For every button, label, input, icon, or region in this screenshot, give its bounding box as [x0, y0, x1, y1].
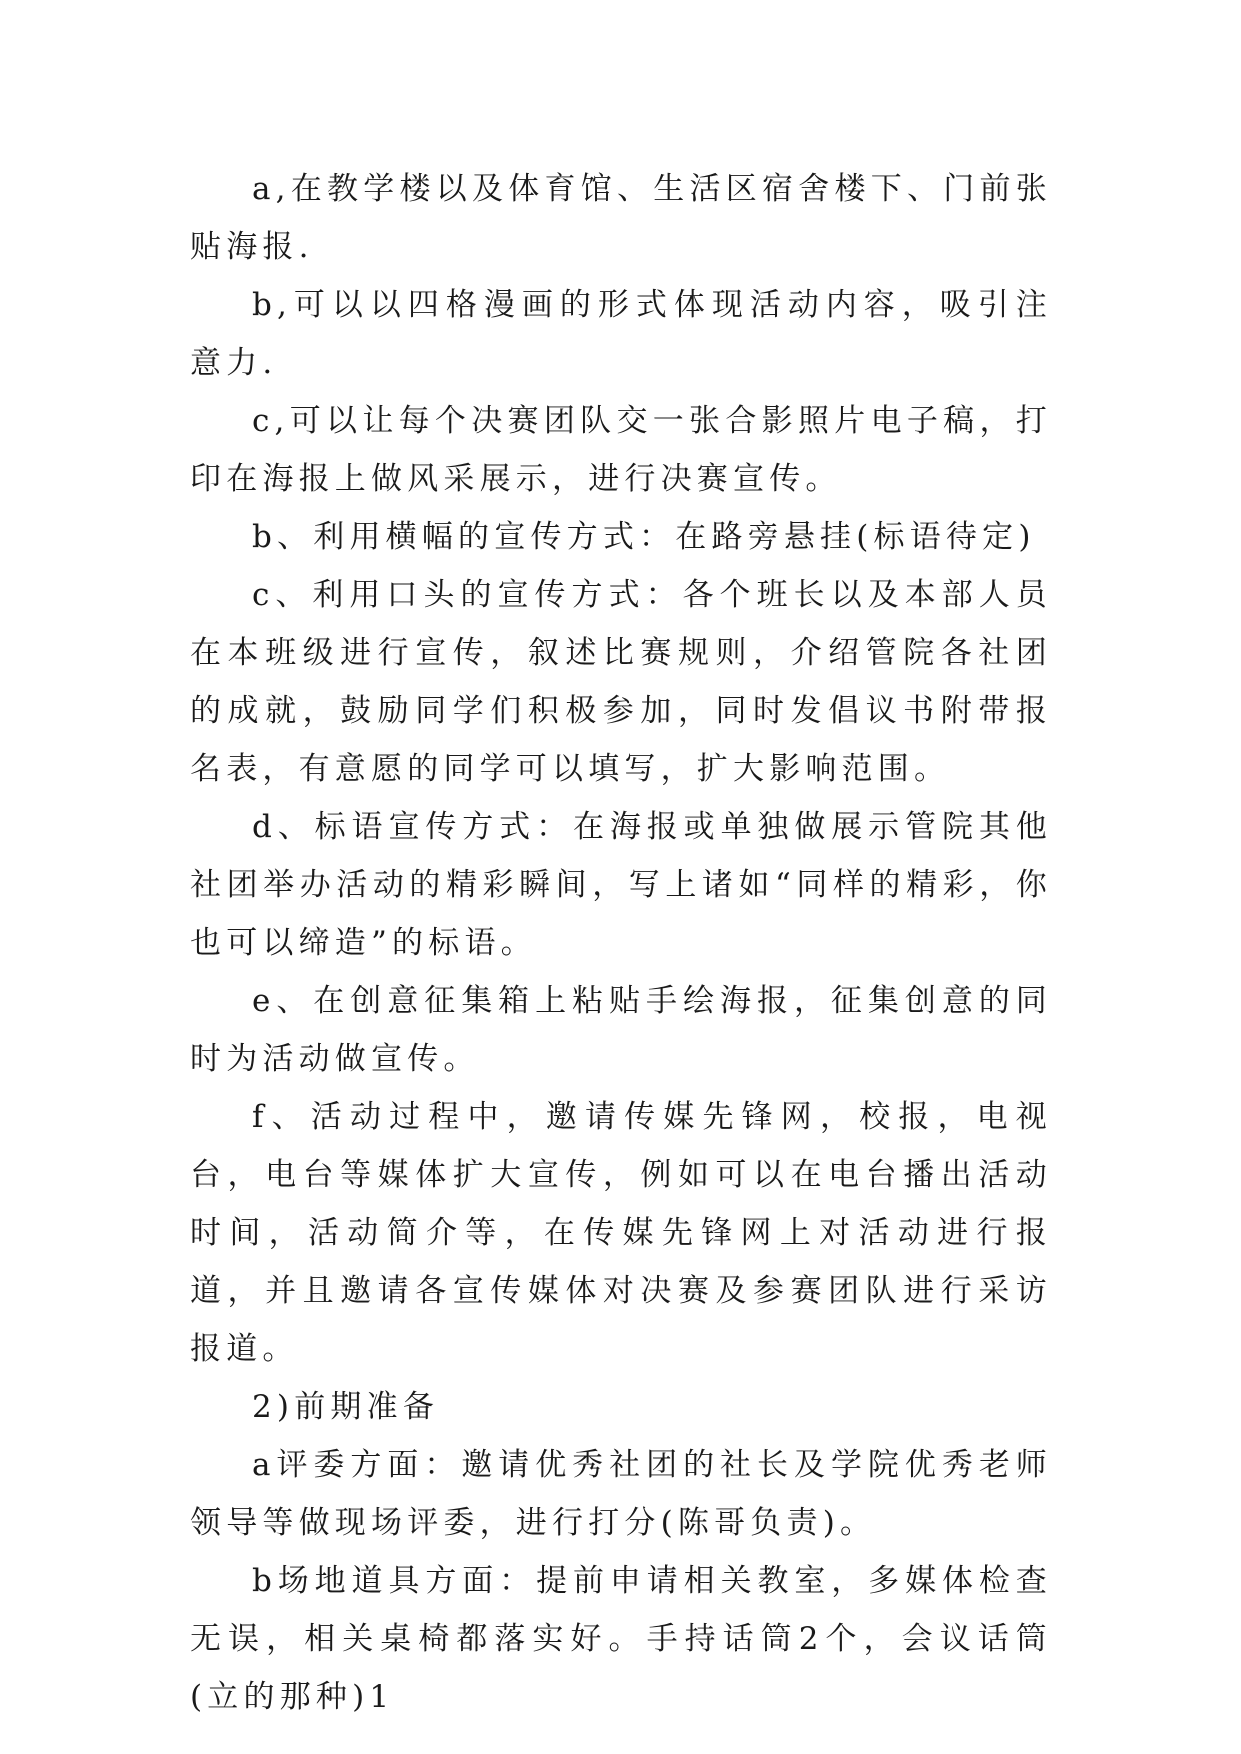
paragraph-comic-format: b,可以以四格漫画的形式体现活动内容，吸引注意力.	[190, 287, 1052, 381]
paragraph-banner-publicity: b、利用横幅的宣传方式：在路旁悬挂(标语待定)	[252, 519, 1036, 555]
paragraph-media-publicity: f、活动过程中，邀请传媒先锋网，校报，电视台，电台等媒体扩大宣传，例如可以在电台播出活动时间，活动简介等，在传媒先锋网上对活动进行报道，并且邀请各宣传媒体对决赛及参赛团队进行采访报道。	[190, 1099, 1052, 1367]
paragraph-slogan-publicity: d、标语宣传方式：在海报或单独做展示管院其他社团举办活动的精彩瞬间，写上诸如“同样的精彩，你也可以缔造”的标语。	[190, 809, 1052, 961]
document-page	[190, 160, 1052, 1726]
paragraph-team-photo: c,可以让每个决赛团队交一张合影照片电子稿，打印在海报上做风采展示，进行决赛宣传。	[190, 403, 1052, 497]
section-heading-preparation: 2)前期准备	[252, 1389, 440, 1425]
paragraph-idea-box: e、在创意征集箱上粘贴手绘海报，征集创意的同时为活动做宣传。	[190, 983, 1052, 1077]
paragraph-judges: a评委方面：邀请优秀社团的社长及学院优秀老师领导等做现场评委，进行打分(陈哥负责)。	[190, 1447, 1052, 1541]
paragraph-poster-locations: a,在教学楼以及体育馆、生活区宿舍楼下、门前张贴海报.	[190, 171, 1052, 265]
paragraph-oral-publicity: c、利用口头的宣传方式：各个班长以及本部人员在本班级进行宣传，叙述比赛规则，介绍管院各社团的成就，鼓励同学们积极参加，同时发倡议书附带报名表，有意愿的同学可以填写，扩大影响范围。	[190, 577, 1052, 787]
paragraph-venue-props: b场地道具方面：提前申请相关教室，多媒体检查无误，相关桌椅都落实好。手持话筒2个，会议话筒(立的那种)1	[190, 1563, 1052, 1715]
